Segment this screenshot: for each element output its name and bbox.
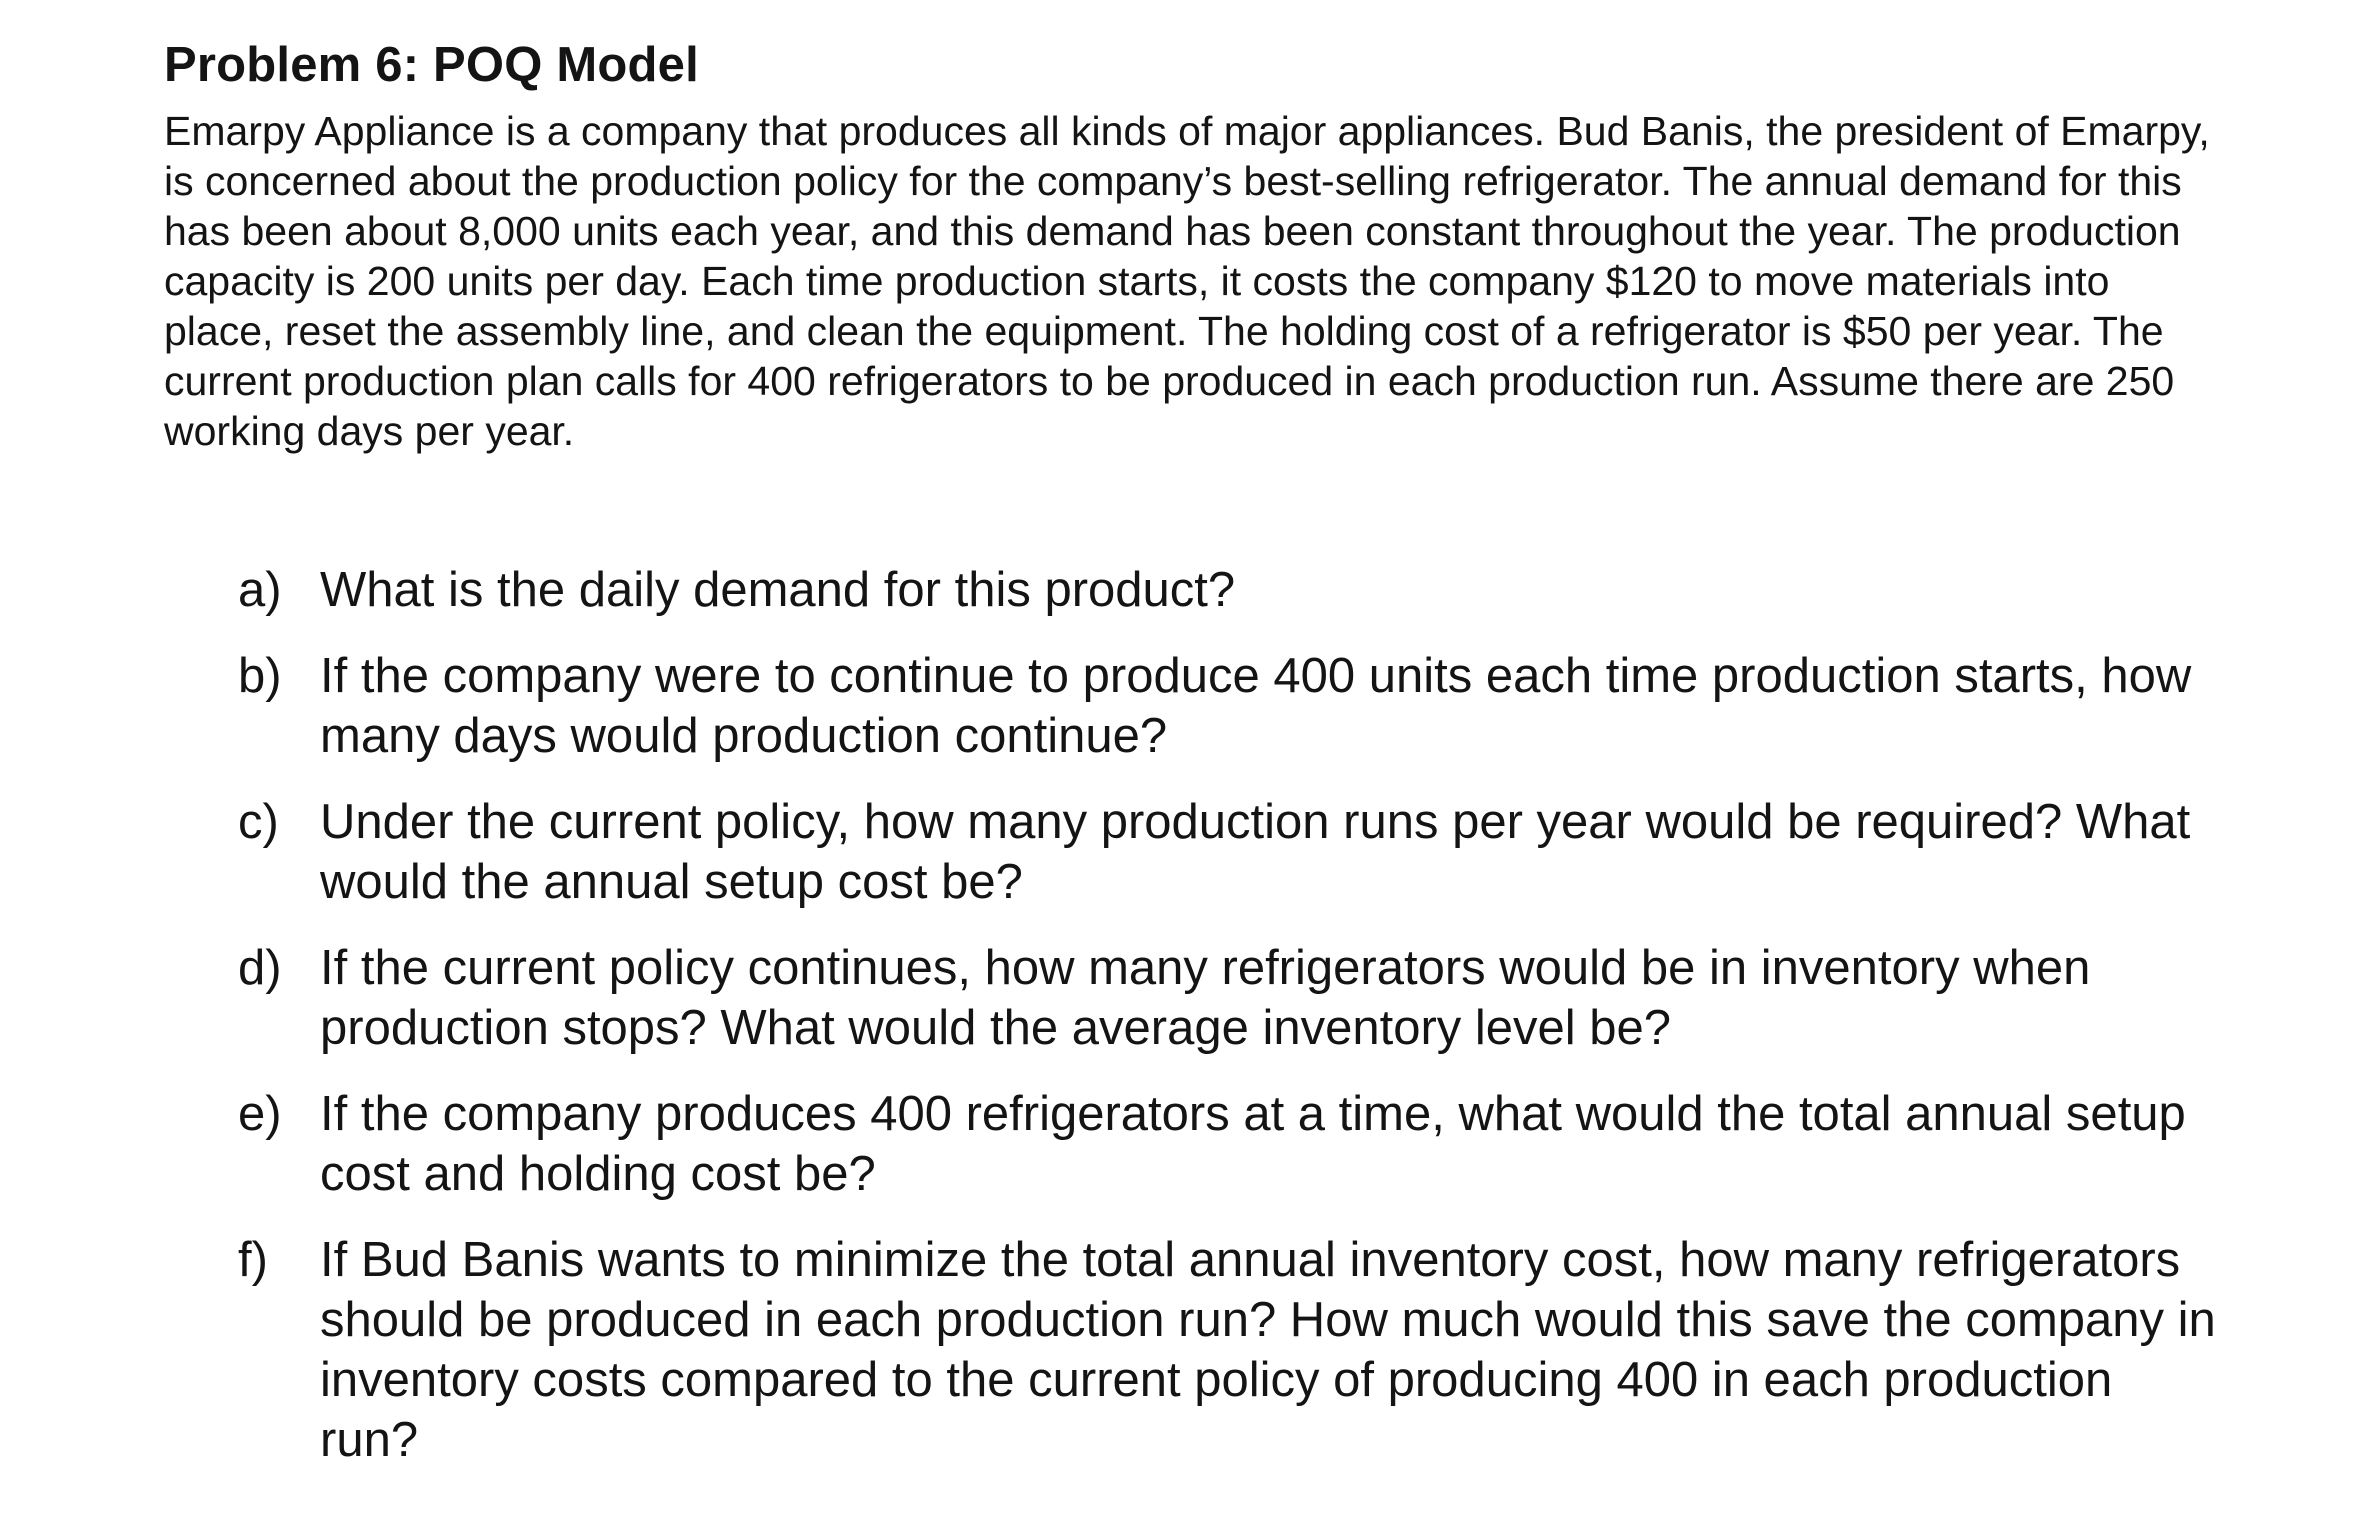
question-letter: e) <box>238 1087 282 1141</box>
problem-intro-paragraph: Emarpy Appliance is a company that produces all kinds of major appliances. Bud Banis, the president of Emarpy, is concerned about the production policy for the company’s best-selling refrigerator. The annual demand for this has been about 8,000 units each year, and this demand has been constant throughout the year. The production capacity is 200 units per day. Each time production starts, it costs the company $120 to move materials into place, reset the assembly line, and clean the equipment. The holding cost of a refrigerator is $50 per year. The current production plan calls for 400 refrigerators to be produced in each production run. Assume there are 250 working days per year. <box>164 108 2210 454</box>
problem-document <box>164 32 2224 456</box>
question-text: If the current policy continues, how many refrigerators would be in inventory when production stops? What would the average inventory level be? <box>320 941 2091 1055</box>
question-d <box>238 938 2218 1058</box>
question-f <box>238 1230 2218 1470</box>
problem-title: Problem 6: POQ Model <box>164 38 699 92</box>
question-letter: b) <box>238 649 282 703</box>
question-letter: f) <box>238 1233 268 1287</box>
question-letter: d) <box>238 941 282 995</box>
question-text: If the company produces 400 refrigerators at a time, what would the total annual setup cost and holding cost be? <box>320 1087 2186 1201</box>
question-a <box>238 560 2218 620</box>
question-text: Under the current policy, how many production runs per year would be required? What would the annual setup cost be? <box>320 795 2191 909</box>
question-list <box>238 560 2218 1496</box>
question-text: If Bud Banis wants to minimize the total annual inventory cost, how many refrigerators should be produced in each production run? How much would this save the company in inventory costs compared to the current policy of producing 400 in each production run? <box>320 1233 2216 1467</box>
question-b <box>238 646 2218 766</box>
question-text: What is the daily demand for this product? <box>320 563 1236 617</box>
question-letter: c) <box>238 795 279 849</box>
question-c <box>238 792 2218 912</box>
question-text: If the company were to continue to produce 400 units each time production starts, how many days would production continue? <box>320 649 2192 763</box>
question-e <box>238 1084 2218 1204</box>
question-letter: a) <box>238 563 282 617</box>
